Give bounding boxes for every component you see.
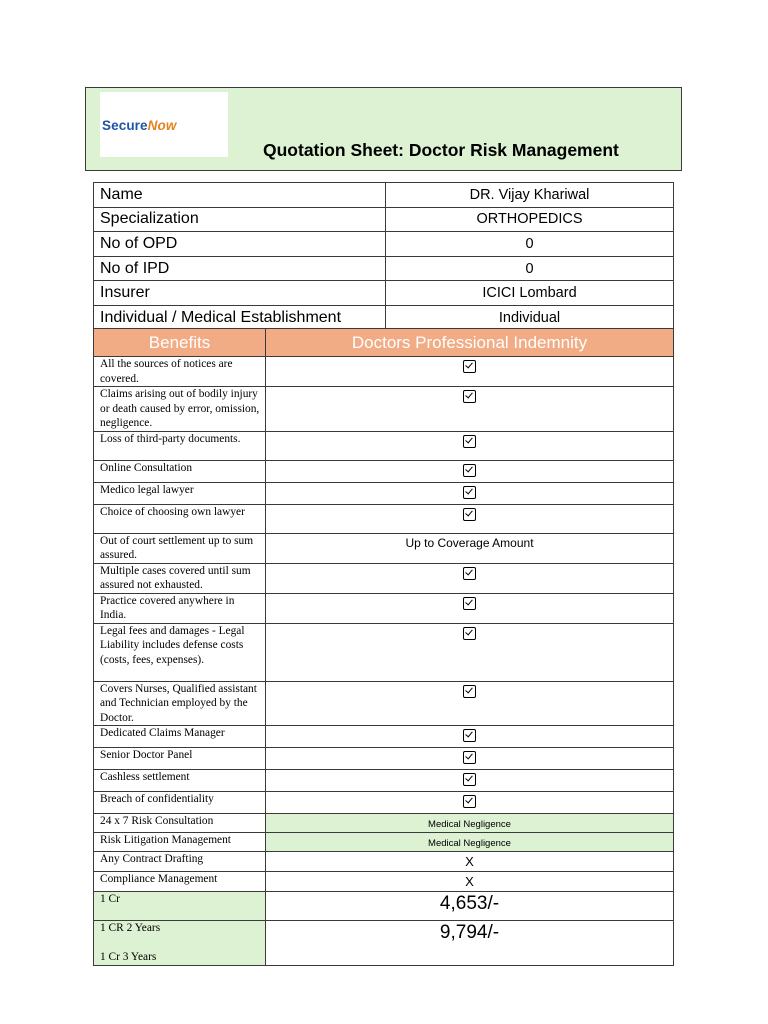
price-row: [94, 921, 674, 966]
sum-assured-label-line1: 1 CR 2 Years: [100, 922, 161, 934]
checkbox-checked-icon: [463, 464, 476, 477]
benefit-value: [266, 623, 674, 681]
benefit-label: Out of court settlement up to sum assured.: [94, 533, 266, 563]
benefit-value: [266, 357, 674, 387]
info-value: Individual: [386, 305, 674, 330]
benefit-value: [266, 563, 674, 593]
benefit-row: [94, 872, 674, 892]
checkbox-checked-icon: [463, 627, 476, 640]
premium-cell: [266, 921, 674, 966]
benefit-value: [266, 833, 674, 852]
premium-cell: [266, 892, 674, 921]
benefit-row: [94, 460, 674, 482]
page-title: Quotation Sheet: Doctor Risk Management: [263, 140, 619, 160]
info-value: ORTHOPEDICS: [386, 207, 674, 232]
coverage-type-text: Medical Negligence: [428, 819, 511, 830]
benefit-label: Practice covered anywhere in India.: [94, 593, 266, 623]
benefits-header-left: Benefits: [94, 329, 266, 357]
benefit-value: [266, 872, 674, 892]
benefit-value: [266, 482, 674, 504]
benefit-label: Claims arising out of bodily injury or death caused by error, omission, negligence.: [94, 387, 266, 432]
checkbox-checked-icon: [463, 508, 476, 521]
benefit-label: All the sources of notices are covered.: [94, 357, 266, 387]
benefit-label: 24 x 7 Risk Consultation: [94, 814, 266, 833]
price-row: [94, 892, 674, 921]
benefit-label: Medico legal lawyer: [94, 482, 266, 504]
benefit-label: Cashless settlement: [94, 770, 266, 792]
benefit-value: [266, 681, 674, 726]
info-row: [94, 256, 674, 281]
checkbox-checked-icon: [463, 795, 476, 808]
info-label: Individual / Medical Establishment: [94, 305, 386, 330]
benefit-value: [266, 504, 674, 533]
info-value: ICICI Lombard: [386, 281, 674, 306]
info-value: 0: [386, 256, 674, 281]
benefit-row: [94, 792, 674, 814]
info-value: 0: [386, 232, 674, 257]
benefit-row: [94, 814, 674, 833]
info-row: [94, 305, 674, 330]
benefit-value: [266, 726, 674, 748]
benefit-row: [94, 533, 674, 563]
benefit-row: [94, 770, 674, 792]
benefit-label: Legal fees and damages - Legal Liability includes defense costs (costs, fees, expenses).: [94, 623, 266, 681]
info-value: DR. Vijay Khariwal: [386, 183, 674, 208]
securenow-logo: [100, 92, 228, 157]
info-label: Insurer: [94, 281, 386, 306]
benefit-label: Loss of third-party documents.: [94, 431, 266, 460]
checkbox-checked-icon: [463, 360, 476, 373]
benefit-value: [266, 814, 674, 833]
benefit-label: Dedicated Claims Manager: [94, 726, 266, 748]
benefit-row: [94, 833, 674, 852]
benefit-value: [266, 533, 674, 563]
benefit-value: [266, 770, 674, 792]
benefit-label: Breach of confidentiality: [94, 792, 266, 814]
sum-assured-label: 1 Cr: [94, 892, 266, 921]
sum-assured-label-line2: 1 Cr 3 Years: [100, 951, 157, 963]
benefit-row: [94, 357, 674, 387]
benefit-row: [94, 681, 674, 726]
benefit-row: [94, 504, 674, 533]
checkbox-checked-icon: [463, 773, 476, 786]
benefit-label: Covers Nurses, Qualified assistant and Technician employed by the Doctor.: [94, 681, 266, 726]
quotation-header: [85, 87, 682, 171]
benefits-header-row: [94, 329, 674, 357]
logo-text: SecureNow: [102, 118, 177, 133]
benefit-row: [94, 593, 674, 623]
benefit-value: [266, 460, 674, 482]
benefit-value: [266, 593, 674, 623]
not-covered-mark: X: [465, 874, 474, 889]
checkbox-checked-icon: [463, 567, 476, 580]
benefit-row: [94, 852, 674, 872]
doctor-info-table: [93, 182, 674, 331]
premium-amount: 4,653/-: [439, 893, 500, 914]
benefit-label: Senior Doctor Panel: [94, 748, 266, 770]
premium-amount: 9,794/-: [439, 922, 500, 943]
benefit-value: [266, 431, 674, 460]
benefit-value: [266, 387, 674, 432]
checkbox-checked-icon: [463, 685, 476, 698]
coverage-type-text: Medical Negligence: [428, 838, 511, 849]
info-row: [94, 232, 674, 257]
checkbox-checked-icon: [463, 751, 476, 764]
benefit-row: [94, 563, 674, 593]
checkbox-checked-icon: [463, 486, 476, 499]
benefits-table: [93, 328, 674, 966]
checkbox-checked-icon: [463, 597, 476, 610]
benefit-label: Risk Litigation Management: [94, 833, 266, 852]
benefit-row: [94, 726, 674, 748]
benefit-row: [94, 431, 674, 460]
info-row: [94, 183, 674, 208]
benefit-label: Any Contract Drafting: [94, 852, 266, 872]
benefit-value: [266, 792, 674, 814]
benefit-value: [266, 748, 674, 770]
benefit-row: [94, 623, 674, 681]
checkbox-checked-icon: [463, 435, 476, 448]
checkbox-checked-icon: [463, 390, 476, 403]
benefit-row: [94, 748, 674, 770]
benefit-value: [266, 852, 674, 872]
benefit-label: Compliance Management: [94, 872, 266, 892]
benefit-label: Multiple cases covered until sum assured not exhausted.: [94, 563, 266, 593]
benefit-row: [94, 482, 674, 504]
info-label: No of OPD: [94, 232, 386, 257]
benefit-row: [94, 387, 674, 432]
benefits-header-right: Doctors Professional Indemnity: [266, 329, 674, 357]
not-covered-mark: X: [465, 854, 474, 869]
benefit-label: Online Consultation: [94, 460, 266, 482]
info-label: Specialization: [94, 207, 386, 232]
benefit-label: Choice of choosing own lawyer: [94, 504, 266, 533]
info-row: [94, 207, 674, 232]
checkbox-checked-icon: [463, 729, 476, 742]
info-label: No of IPD: [94, 256, 386, 281]
info-label: Name: [94, 183, 386, 208]
coverage-amount-text: Up to Coverage Amount: [405, 535, 534, 550]
info-row: [94, 281, 674, 306]
sum-assured-label: [94, 921, 266, 966]
